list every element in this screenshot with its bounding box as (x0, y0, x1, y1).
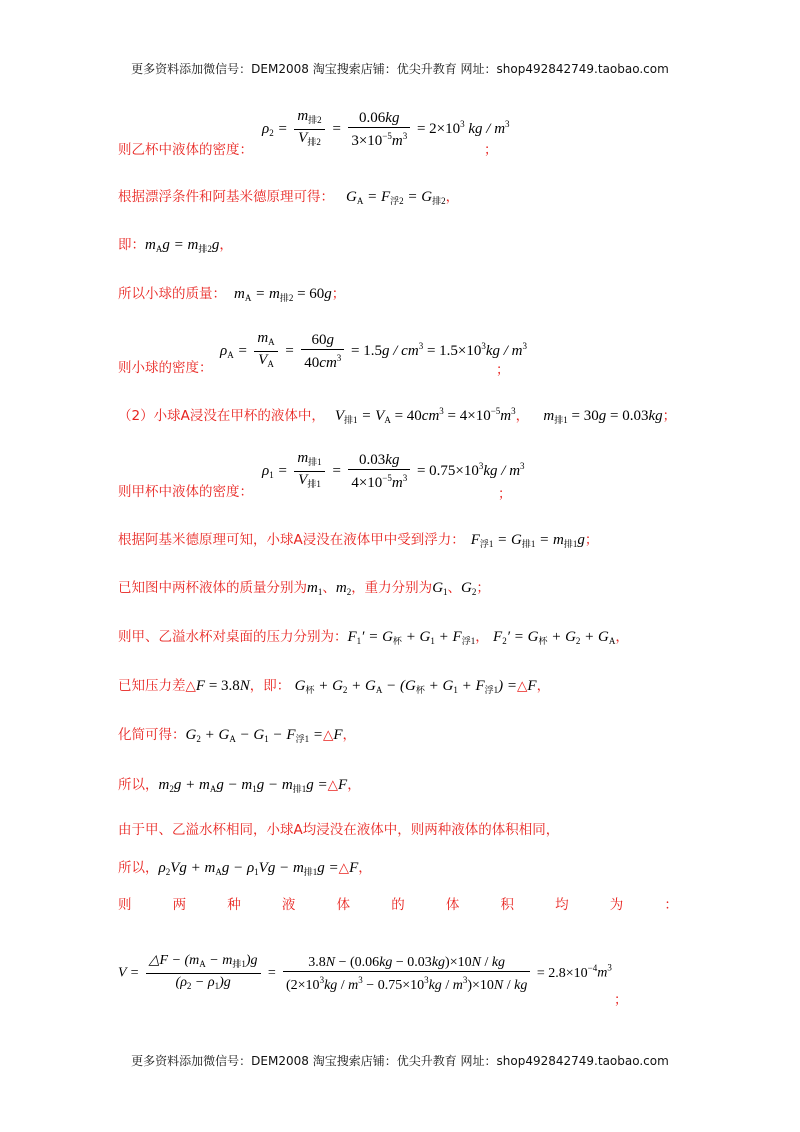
text-line-16: 则 两 种 液 体 的 体 积 均 为 ： (118, 897, 678, 913)
page-footer: 更多资料添加微信号：DEM2008 淘宝搜索店铺：优尖升教育 网址：shop492842749.taobao.com (131, 1054, 669, 1068)
equation-volume: V = $\frac{\triangle F - (m_A - m_{排1})g}{(\rho_2 - \rho_1)g}$ = $\frac{3.8N - (0.06kg - 0.03kg)\times 10N / kg}{(2\times 10^3kg / m^3 - 0.75\times 10^3kg / m^3)\times 10N / kg}$ = $2.8\times 10^{-4}m^3$ (118, 953, 612, 993)
text-line-11-label-b: ，即： (249, 678, 291, 694)
text-line-8-label: 根据阿基米德原理可知，小球A浸没在液体甲中受到浮力： (118, 532, 465, 548)
text-line-12: 化简可得：$G_2 + G_A - G_1 - F_{浮1}$ =△F， (118, 727, 357, 744)
text-line-9: 已知图中两杯液体的质量分别为$m_1$、$m_2$，重力分别为$G_1$、$G_2$； (118, 580, 490, 597)
punct: ； (496, 362, 510, 378)
text-line-6-label: （2）小球A浸没在甲杯的液体中， (118, 408, 325, 424)
punct: ； (498, 486, 512, 502)
text-line-11-label-a: 已知压力差 (118, 678, 186, 694)
text-line-11: 已知压力差△F = 3.8N，即： $G_杯 + G_2 + G_A - (G_杯 + G_1 + F_{浮1})$ =△F， (118, 678, 551, 695)
text-line-13: 所以，$m_2g + m_Ag - m_1g - m_{排1}g$ =△F， (118, 777, 361, 794)
text-line-10-label: 则甲、乙溢水杯对桌面的压力分别为： (118, 629, 348, 645)
equation-rho2: $\rho_2$ = $\frac{m_{排2}}{V_{排2}}$ = $\frac{0.06kg}{3\times 10^{-5}m^3}$ = $2\times 10^3$ kg / $m^3$ (262, 108, 510, 149)
text-line-6: （2）小球A浸没在甲杯的液体中， $V_{排1} = V_A = 40cm^3 = 4\times 10^{-5}m^3$， $m_{排1} = 30g = 0.03kg$； (118, 406, 677, 425)
punct: ； (614, 992, 628, 1008)
text-line-3: 即：$m_Ag = m_{排2}g$， (118, 237, 233, 254)
page-header: 更多资料添加微信号：DEM2008 淘宝搜索店铺：优尖升教育 网址：shop492842749.taobao.com (131, 62, 669, 76)
equation-rho1: $\rho_1$ = $\frac{m_{排1}}{V_{排1}}$ = $\frac{0.03kg}{4\times 10^{-5}m^3}$ = $0.75\times 10^3kg / m^3$ (262, 450, 525, 491)
text-line-2: 根据漂浮条件和阿基米德原理可得： $G_A = F_{浮2} = G_{排2}$， (118, 189, 460, 206)
equation-rhoA: $\rho_A$ = $\frac{m_A}{V_A}$ = $\frac{60g}{40cm^3}$ = $1.5g / cm^3 = 1.5\times 10^3kg / m^3$ (220, 330, 528, 371)
text-line-10: 则甲、乙溢水杯对桌面的压力分别为：$F_1' = G_杯 + G_1 + F_{浮1}$， $F_2' = G_杯 + G_2 + G_A$， (118, 629, 629, 646)
text-line-15-label: 所以， (118, 860, 159, 876)
text-line-8: 根据阿基米德原理可知，小球A浸没在液体甲中受到浮力： $F_{浮1} = G_{排1} = m_{排1}g$； (118, 532, 599, 549)
text-line-2-label: 根据漂浮条件和阿基米德原理可得： (118, 189, 334, 205)
text-line-9-label-a: 已知图中两杯液体的质量分别为 (118, 580, 307, 596)
text-line-5: 则小球的密度： (118, 360, 213, 376)
text-line-4-label: 所以小球的质量： (118, 286, 226, 302)
text-line-7: 则甲杯中液体的密度： (118, 484, 253, 500)
text-line-4: 所以小球的质量： $m_A = m_{排2} = 60g$； (118, 286, 346, 303)
text-line-9-label-b: ，重力分别为 (351, 580, 433, 596)
text-line-3-label: 即： (118, 237, 145, 253)
text-line-12-label: 化简可得： (118, 727, 186, 743)
punct: ； (484, 142, 498, 158)
text-line-13-label: 所以， (118, 777, 159, 793)
text-line-15: 所以，$\rho_2Vg + m_Ag - \rho_1Vg - m_{排1}g$ =△F， (118, 860, 372, 877)
text-line-14: 由于甲、乙溢水杯相同，小球A均浸没在液体中，则两种液体的体积相同， (118, 822, 560, 838)
text-line-1: 则乙杯中液体的密度： (118, 142, 253, 158)
